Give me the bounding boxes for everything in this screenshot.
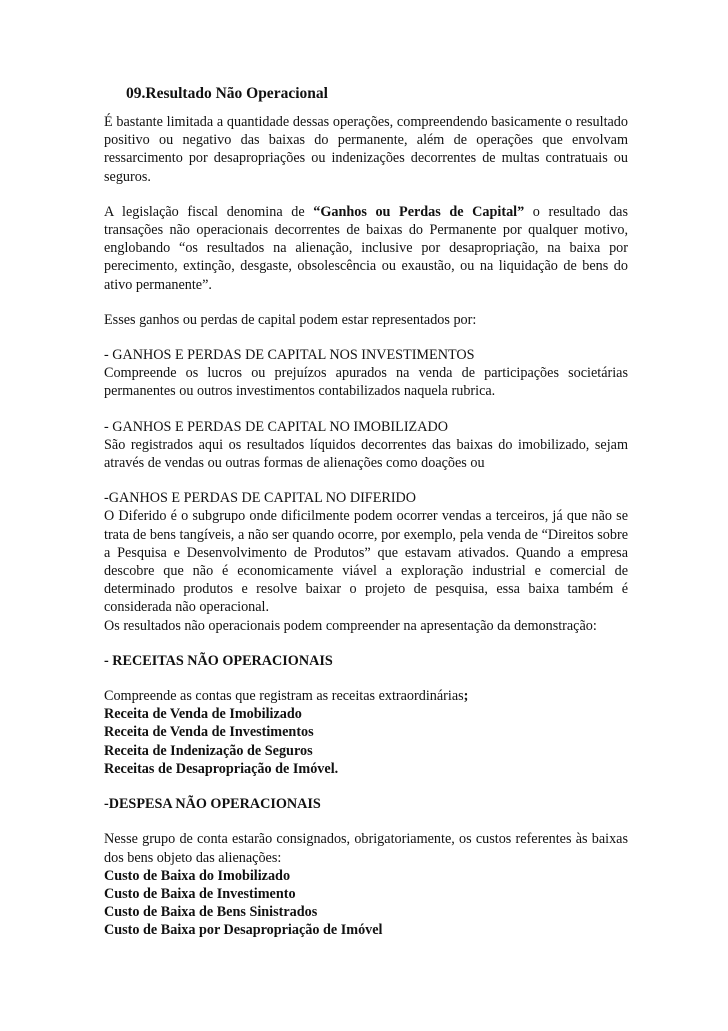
- receitas-intro: Compreende as contas que registram as receitas extraordinárias: [104, 688, 464, 705]
- despesa-item: Custo de Baixa do Imobilizado: [104, 867, 291, 884]
- diferido-heading: -GANHOS E PERDAS DE CAPITAL NO DIFERIDO: [104, 490, 417, 507]
- paragraph-representados: Esses ganhos ou perdas de capital podem estar representados por:: [104, 311, 477, 328]
- paragraph-intro: É bastante limitada a quantidade dessas operações, compreendendo basicamente o resultado positivo ou negativo das baixas do permanente, além de operações que envolvam ressarcimento por desapropriações ou indenizações decorrentes de multas contratuais ou seguros.: [104, 114, 628, 185]
- despesa-item: Custo de Baixa por Desapropriação de Imóvel: [104, 922, 383, 939]
- investimentos-text: Compreende os lucros ou prejuízos apurados na venda de participações societárias permanentes ou outros investimentos contabilizados naquela rubrica.: [104, 365, 628, 400]
- receitas-section: [104, 687, 628, 778]
- imobilizado-text: São registrados aqui os resultados líquidos decorrentes das baixas do imobilizado, sejam através de vendas ou outras formas de alienações como doações ou: [104, 436, 628, 472]
- section-title: 09.Resultado Não Operacional: [126, 85, 328, 102]
- section-investimentos: [104, 346, 628, 401]
- legislacao-bold-term: “Ganhos ou Perdas de Capital”: [313, 203, 525, 220]
- paragraph-legislacao: [104, 203, 628, 294]
- receitas-item: Receita de Venda de Investimentos: [104, 724, 314, 741]
- despesa-item: Custo de Baixa de Investimento: [104, 885, 296, 902]
- despesa-heading: -DESPESA NÃO OPERACIONAIS: [104, 796, 321, 813]
- despesa-item: Custo de Baixa de Bens Sinistrados: [104, 904, 318, 921]
- receitas-heading: - RECEITAS NÃO OPERACIONAIS: [104, 652, 333, 669]
- section-diferido: [104, 489, 628, 635]
- receitas-item: Receitas de Desapropriação de Imóvel.: [104, 760, 339, 777]
- receitas-item: Receita de Indenização de Seguros: [104, 742, 313, 759]
- imobilizado-heading: - GANHOS E PERDAS DE CAPITAL NO IMOBILIZADO: [104, 418, 448, 435]
- diferido-text-2: Os resultados não operacionais podem compreender na apresentação da demonstração:: [104, 617, 597, 634]
- investimentos-heading: - GANHOS E PERDAS DE CAPITAL NOS INVESTIMENTOS: [104, 347, 475, 364]
- legislacao-text-start: A legislação fiscal denomina de: [104, 203, 314, 220]
- document-page: [104, 84, 628, 957]
- receitas-intro-punct: ;: [463, 688, 469, 705]
- section-imobilizado: [104, 418, 628, 473]
- despesa-intro: Nesse grupo de conta estarão consignados, obrigatoriamente, os custos referentes às baixas dos bens objeto das alienações:: [104, 831, 628, 866]
- diferido-text: O Diferido é o subgrupo onde dificilmente podem ocorrer vendas a terceiros, já que não se trata de bens tangíveis, a não ser quando ocorre, por exemplo, pela venda de “Direitos sobre a Pesquisa e Desenvolvimento de Produtos” que estavam ativados. Quando a empresa descobre que não é economicamente viável a exploração industrial e comercial de determinado produtos e resolve baixar o projeto de pesquisa, essa baixa também é considerada não operacional.: [104, 508, 628, 616]
- despesa-section: [104, 830, 628, 939]
- legislacao-text-end: o resultado das transações não operacionais decorrentes de baixas do Permanente por qualquer motivo, englobando “os resultados na alienação, inclusive por desapropriação, na baixa por perecimento, extinção, desgaste, obsolescência ou exaustão, ou na liquidação de bens do ativo permanente”.: [104, 203, 628, 293]
- receitas-item: Receita de Venda de Imobilizado: [104, 706, 302, 723]
